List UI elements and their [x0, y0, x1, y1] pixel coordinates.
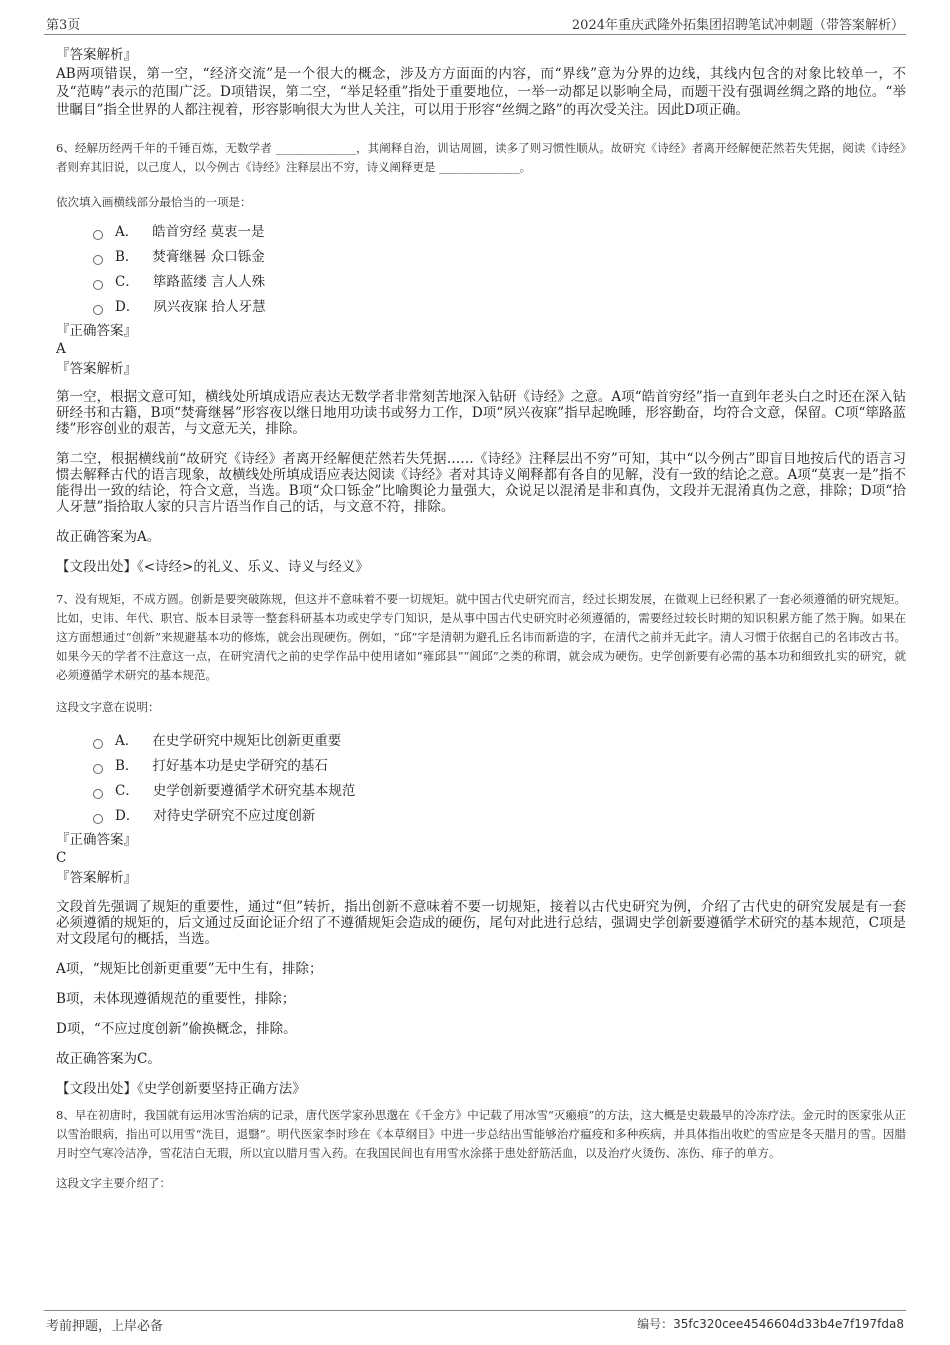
option-c[interactable]: C． 史学创新要遵循学术研究基本规范 [93, 779, 906, 804]
question-7-options [56, 729, 906, 829]
option-d[interactable]: D． 对待史学研究不应过度创新 [93, 804, 906, 829]
radio-icon[interactable] [93, 789, 103, 799]
correct-answer: A [56, 341, 66, 357]
text-source: 【文段出处】《史学创新要坚持正确方法》 [56, 1081, 306, 1097]
analysis-item: D项，“不应过度创新”偷换概念，排除。 [56, 1021, 297, 1037]
option-a[interactable]: A． 皓首穷经 莫衷一是 [93, 220, 906, 245]
page-header [44, 12, 906, 35]
text-source: 【文段出处】《<诗经>的礼义、乐义、诗义与经义》 [56, 559, 369, 575]
analysis-conclusion: 故正确答案为A。 [56, 529, 161, 545]
prev-analysis-text: AB两项错误，第一空，“经济交流”是一个很大的概念，涉及方方面面的内容，而“界线”意为分界的边线，其线内包含的对象比较单一，不及“范畴”表示的范围广泛。D项错误，第二空，“举足轻重”指处于重要地位，一举一动都足以影响全局，而题干没有强调丝绸之路的地位。“举世瞩目”指全世界的人都注视着，形容影响很大为世人关注，可以用于形容“丝绸之路”的再次受关注。因此D项正确。 [56, 66, 906, 118]
radio-icon[interactable] [93, 230, 103, 240]
option-c[interactable]: C． 筚路蓝缕 言人人殊 [93, 270, 906, 295]
option-b[interactable]: B． 打好基本功是史学研究的基石 [93, 754, 906, 779]
radio-icon[interactable] [93, 280, 103, 290]
footer-slogan: 考前押题，上岸必备 [46, 1319, 164, 1334]
analysis-label: 『答案解析』 [56, 361, 137, 377]
question-8-prompt: 这段文字主要介绍了： [56, 1176, 171, 1190]
document-id: 编号：35fc320cee4546604d33b4e7f197fda8 [637, 1317, 904, 1331]
option-a[interactable]: A． 在史学研究中规矩比创新更重要 [93, 729, 906, 754]
analysis-item: A项，“规矩比创新更重要”无中生有，排除； [56, 961, 323, 977]
prev-analysis-label: 『答案解析』 [56, 47, 137, 63]
question-6-stem: 6、经解历经两千年的千锤百炼，无数学者 ______________，其阐释自治，训诂周圆，读多了则习惯性顺从。故研究《诗经》者离开经解便茫然若失凭据，阅读《诗经》者则弃其旧说，以己度人，以今例古《诗经》注释层出不穷，诗义阐释更是 ______________。 [56, 141, 906, 174]
analysis-paragraph: 第一空，根据文意可知，横线处所填成语应表达无数学者非常刻苦地深入钻研《诗经》之意。A项“皓首穷经”指一直到年老头白之时还在深入钻研经书和古籍，B项“焚膏继晷”形容夜以继日地用功读书或努力工作，D项“夙兴夜寐”指早起晚睡，形容勤奋，均符合文意，保留。C项“筚路蓝缕”形容创业的艰苦，与文意无关，排除。 [56, 389, 906, 437]
option-d[interactable]: D． 夙兴夜寐 拾人牙慧 [93, 295, 906, 320]
correct-answer-label: 『正确答案』 [56, 323, 137, 339]
question-7-prompt: 这段文字意在说明： [56, 700, 160, 714]
radio-icon[interactable] [93, 739, 103, 749]
analysis-item: B项，未体现遵循规范的重要性，排除； [56, 991, 296, 1007]
question-6-prompt: 依次填入画横线部分最恰当的一项是： [56, 195, 252, 209]
analysis-paragraph: 文段首先强调了规矩的重要性，通过“但”转折，指出创新不意味着不要一切规矩，接着以古代史研究为例，介绍了古代史的研究发展是有一套必须遵循的规矩的，后文通过反面论证介绍了不遵循规矩会造成的硬伤，尾句对此进行总结，强调史学创新要遵循学术研究的基本规范，C项是对文段尾句的概括，当选。 [56, 899, 906, 947]
page-content [56, 44, 906, 1191]
question-8-stem: 8、早在初唐时，我国就有运用冰雪治病的记录，唐代医学家孙思邈在《千金方》中记载了用冰雪“灭瘢痕”的方法，这大概是史载最早的冷冻疗法。金元时的医家张从正以雪治眼病，指出可以用雪“洗目，退翳”。明代医家李时珍在《本草纲目》中进一步总结出雪能够治疗瘟疫和多种疾病，并具体指出收贮的雪应是冬天腊月的雪。因腊月时空气寒冷洁净，雪花洁白无瑕，所以宜以腊月雪入药。在我国民间也有用雪水涂搽于患处舒筋活血，以及治疗火烫伤、冻伤、痱子的单方。 [56, 1108, 906, 1160]
radio-icon[interactable] [93, 764, 103, 774]
page-number: 第3页 [46, 18, 81, 33]
page-footer [44, 1310, 906, 1333]
radio-icon[interactable] [93, 814, 103, 824]
question-6-options [56, 220, 906, 320]
question-7-stem: 7、没有规矩，不成方圆。创新是要突破陈规，但这并不意味着不要一切规矩。就中国古代史研究而言，经过长期发展，在微观上已经积累了一套必须遵循的研究规矩。比如，史讳、年代、职官、版本目录等一整套科研基本功或史学专门知识，是从事中国古代史研究时必须遵循的，需要经过较长时期的知识积累方能了然于胸。如果在这方面想通过“创新”来规避基本功的修炼，就会出现硬伤。例如，“邱”字是清朝为避孔丘名讳而新造的字，在清代之前并无此字。清人习惯于依据自己的名讳改古书。如果今天的学者不注意这一点，在研究清代之前的史学作品中使用诸如“雍邱县”“阊邱”之类的称谓，就会成为硬伤。史学创新要有必需的基本功和细致扎实的研究，就必须遵循学术研究的基本规范。 [56, 592, 906, 682]
correct-answer: C [56, 850, 67, 866]
analysis-paragraph: 第二空，根据横线前“故研究《诗经》者离开经解便茫然若失凭据……《诗经》注释层出不穷”可知，其中“以今例古”即盲目地按后代的语言习惯去解释古代的语言现象，故横线处所填成语应表达阅读《诗经》者对其诗义阐释都有各自的见解，没有一致的结论之意。A项“莫衷一是”指不能得出一致的结论，符合文意，当选。B项“众口铄金”比喻舆论力量强大，众说足以混淆是非和真伪，文段并无混淆真伪之意，排除；D项“拾人牙慧”指拾取人家的只言片语当作自己的话，与文意不符，排除。 [56, 451, 906, 515]
radio-icon[interactable] [93, 305, 103, 315]
correct-answer-label: 『正确答案』 [56, 832, 137, 848]
analysis-label: 『答案解析』 [56, 870, 137, 886]
analysis-conclusion: 故正确答案为C。 [56, 1051, 161, 1067]
document-title: 2024年重庆武隆外拓集团招聘笔试冲刺题（带答案解析） [571, 18, 904, 33]
radio-icon[interactable] [93, 255, 103, 265]
option-b[interactable]: B． 焚膏继晷 众口铄金 [93, 245, 906, 270]
